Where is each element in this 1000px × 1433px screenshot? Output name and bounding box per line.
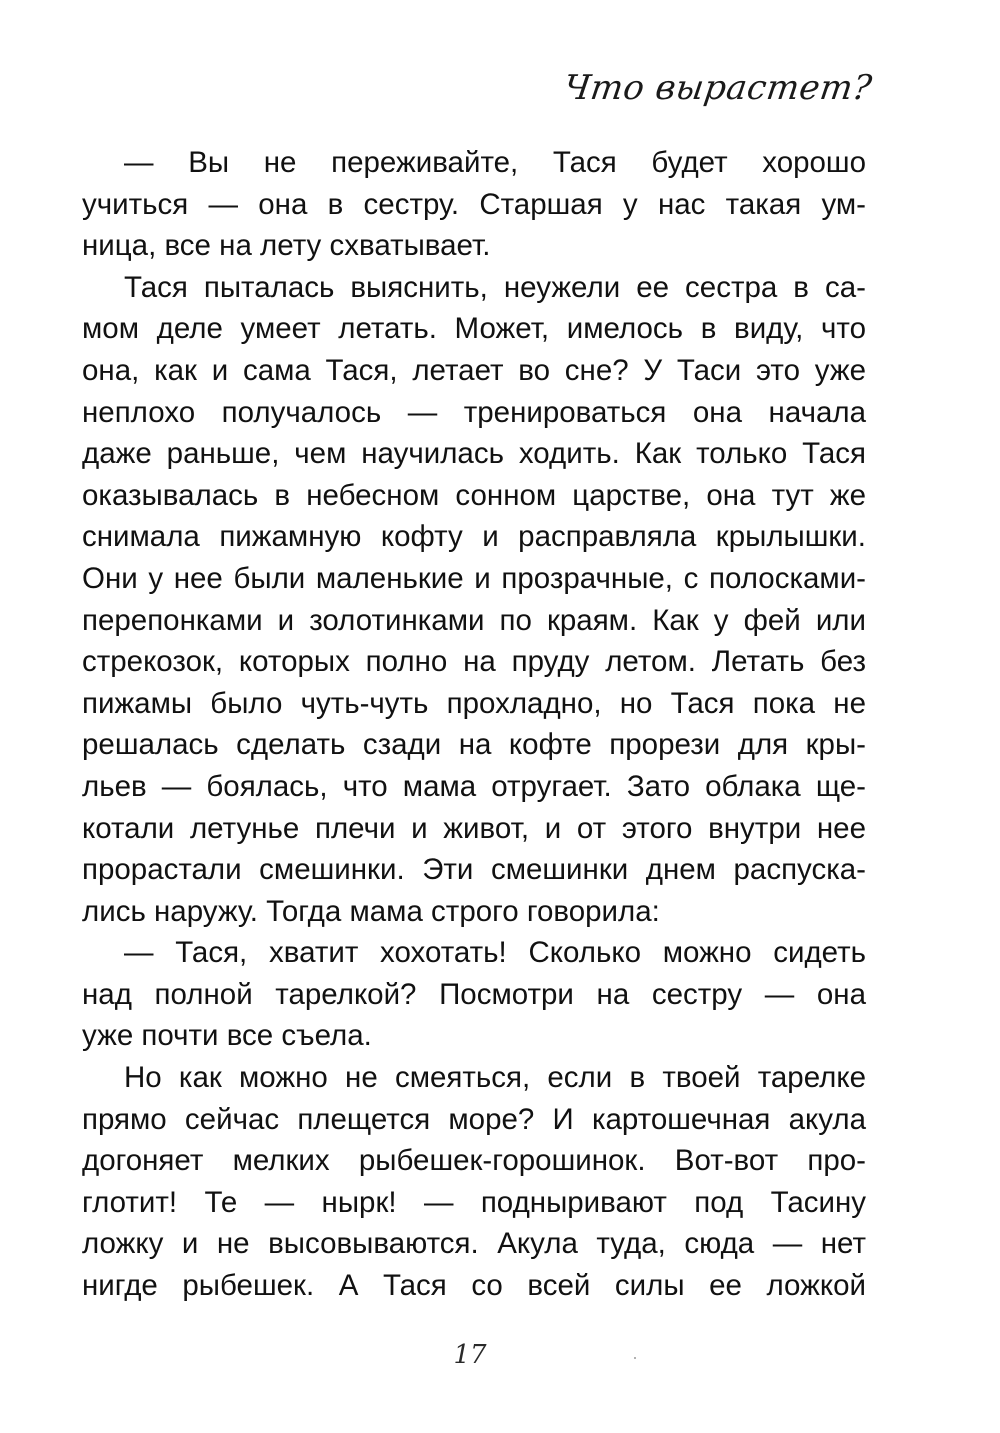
text-line: глотит! Те — нырк! — подныривают под Тасину bbox=[82, 1185, 866, 1219]
text-line: — Вы не переживайте, Тася будет хорошо bbox=[124, 146, 866, 179]
body-text bbox=[82, 142, 866, 1307]
text-line: прорастали смешинки. Эти смешинки днем распуска- bbox=[82, 853, 866, 887]
text-line: перепонками и золотинками по краям. Как у фей или bbox=[82, 603, 866, 637]
text-line: уже почти все съела. bbox=[82, 1019, 372, 1053]
text-line: снимала пижамную кофту и расправляла крылышки. bbox=[82, 520, 866, 554]
text-line: ложку и не высовываются. Акула туда, сюда — нет bbox=[82, 1227, 866, 1261]
text-line: Но как можно не смеяться, если в твоей тарелке bbox=[124, 1061, 866, 1095]
text-line: нигде рыбешек. А Тася со всей силы ее ложкой bbox=[82, 1269, 866, 1303]
text-line: мом деле умеет летать. Может, имелось в виду, что bbox=[82, 312, 866, 346]
text-line: стрекозок, которых полно на пруду летом. Летать без bbox=[82, 645, 866, 679]
page-number: 17 bbox=[453, 1340, 487, 1370]
text-line: — Тася, хватит хохотать! Сколько можно сидеть bbox=[124, 936, 866, 970]
text-line: Они у нее были маленькие и прозрачные, с полосками- bbox=[82, 561, 866, 595]
text-line: Тася пыталась выяснить, неужели ее сестра в са- bbox=[124, 270, 866, 304]
text-line: прямо сейчас плещется море? И картошечная акула bbox=[82, 1102, 866, 1136]
text-line: льев — боялась, что мама отругает. Зато облака ще- bbox=[82, 769, 866, 803]
text-line: догоняет мелких рыбешек-горошинок. Вот-вот про- bbox=[82, 1144, 866, 1178]
text-line: лись наружу. Тогда мама строго говорила: bbox=[82, 894, 660, 928]
running-header-title: Что вырастет? bbox=[561, 68, 875, 108]
text-line: оказывалась в небесном сонном царстве, она тут же bbox=[82, 478, 866, 512]
text-line: решалась сделать сзади на кофте прорези для кры- bbox=[82, 728, 866, 762]
text-line: пижамы было чуть-чуть прохладно, но Тася пока не bbox=[82, 686, 866, 720]
text-line: учиться — она в сестру. Старшая у нас такая ум- bbox=[82, 187, 866, 221]
text-line: неплохо получалось — тренироваться она начала bbox=[82, 395, 866, 429]
print-speck bbox=[634, 1357, 636, 1359]
text-line: над полной тарелкой? Посмотри на сестру — она bbox=[82, 977, 866, 1011]
text-line: ница, все на лету схватывает. bbox=[82, 229, 491, 263]
text-line: даже раньше, чем научилась ходить. Как только Тася bbox=[82, 437, 866, 471]
text-line: она, как и сама Тася, летает во сне? У Таси это уже bbox=[82, 353, 866, 387]
text-line: котали летунье плечи и живот, и от этого внутри нее bbox=[82, 811, 866, 845]
